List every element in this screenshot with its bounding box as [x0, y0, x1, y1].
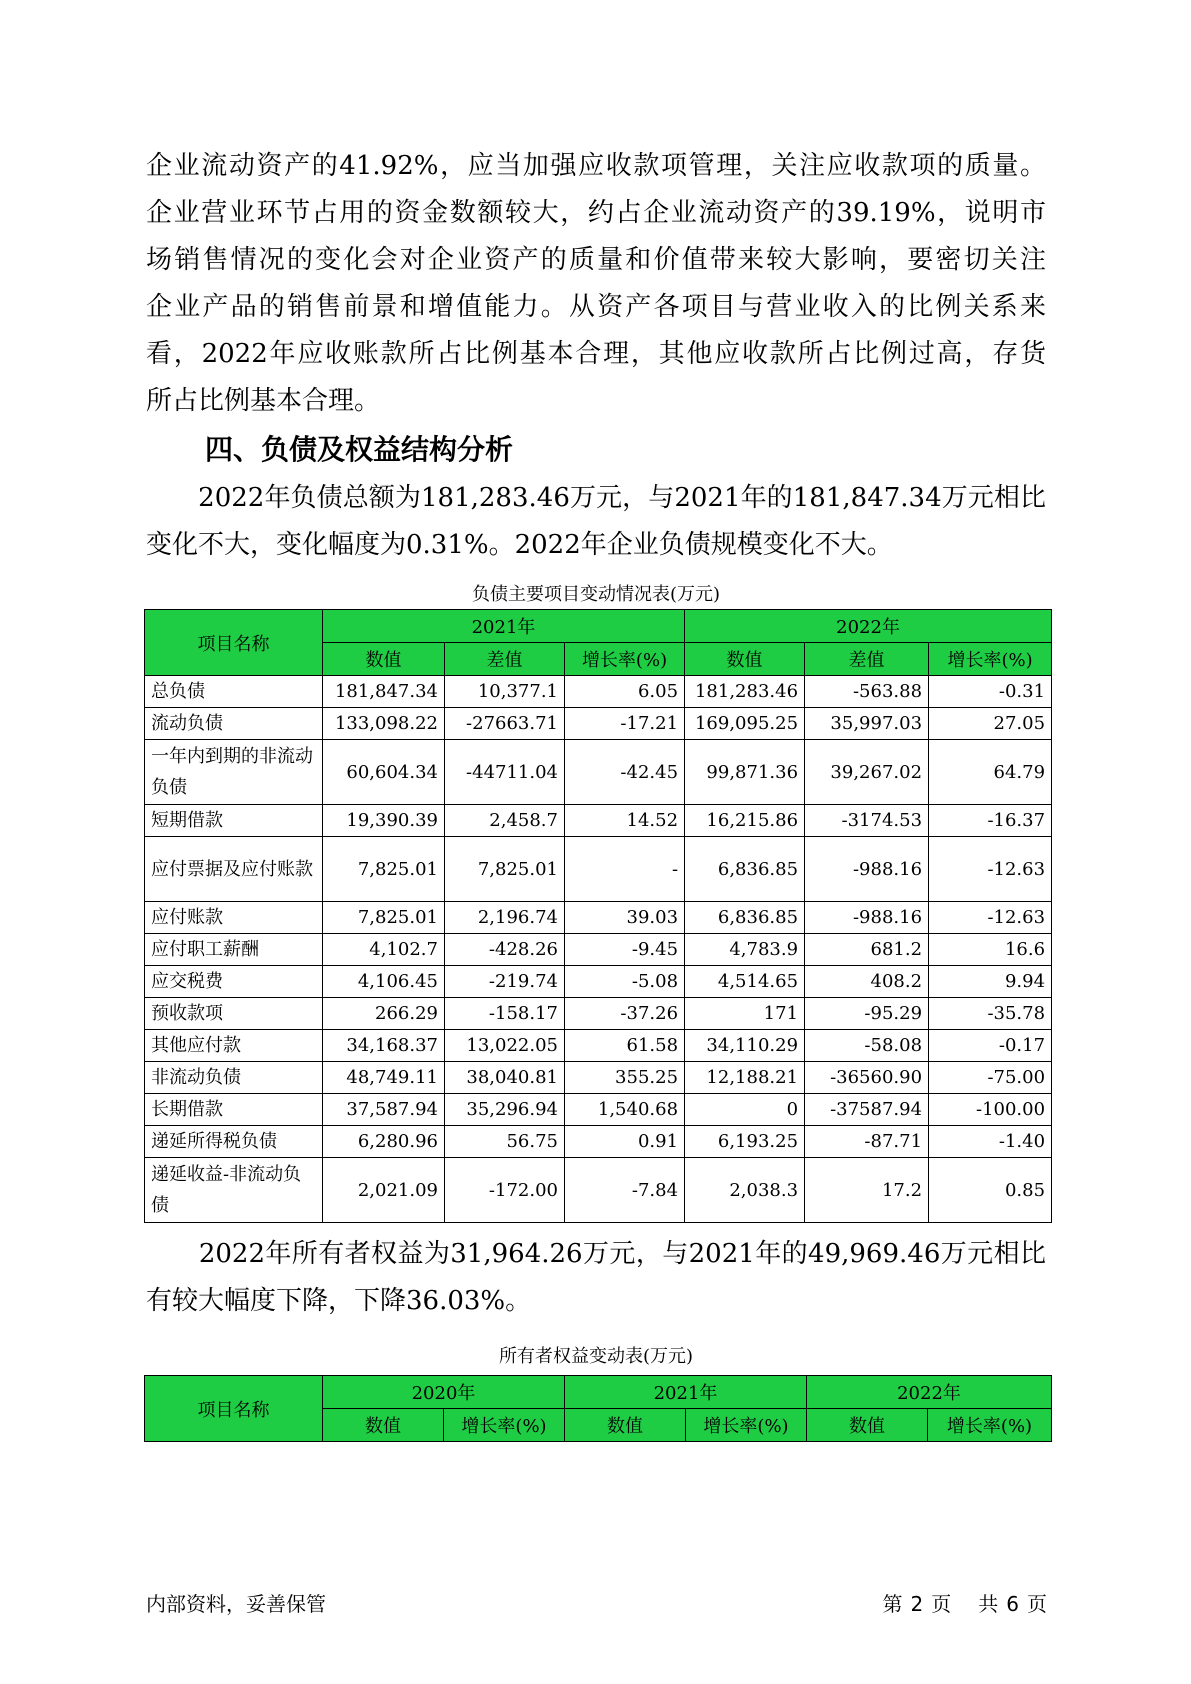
value-cell: 60,604.34: [323, 740, 445, 805]
equity-table: [144, 1375, 1052, 1442]
diff-cell: -563.88: [805, 676, 929, 708]
page-label: 页: [1027, 1592, 1047, 1616]
table-row: [145, 1094, 1052, 1126]
rate-cell: 355.25: [565, 1062, 685, 1094]
rate-cell: 27.05: [929, 708, 1052, 740]
rate-cell: 61.58: [565, 1030, 685, 1062]
value-cell: 6,836.85: [685, 902, 805, 934]
rate-cell: 0.85: [929, 1158, 1052, 1223]
diff-cell: -428.26: [445, 934, 565, 966]
rate-cell: 6.05: [565, 676, 685, 708]
liability-paragraph: [146, 475, 1046, 569]
table-row: [145, 1126, 1052, 1158]
table-row: [145, 998, 1052, 1030]
value-cell: 181,283.46: [685, 676, 805, 708]
rate-cell: -: [565, 837, 685, 902]
value-cell: 37,587.94: [323, 1094, 445, 1126]
diff-cell: 56.75: [445, 1126, 565, 1158]
table-row: [145, 902, 1052, 934]
diff-cell: 35,296.94: [445, 1094, 565, 1126]
value-cell: 169,095.25: [685, 708, 805, 740]
intro-paragraph: [146, 143, 1046, 425]
header-diff: 差值: [805, 643, 929, 676]
diff-cell: -988.16: [805, 902, 929, 934]
page-label: 共: [978, 1592, 999, 1616]
row-name-cell: 非流动负债: [145, 1062, 323, 1094]
diff-cell: 39,267.02: [805, 740, 929, 805]
value-cell: 2,038.3: [685, 1158, 805, 1223]
header-value: 数值: [685, 643, 805, 676]
value-cell: 4,106.45: [323, 966, 445, 998]
diff-cell: 17.2: [805, 1158, 929, 1223]
text-line: 2022年负债总额为181,283.46万元，与2021年的181,847.34万元相比: [146, 483, 1046, 513]
value-cell: 6,836.85: [685, 837, 805, 902]
rate-cell: -12.63: [929, 902, 1052, 934]
table-row: [145, 740, 1052, 805]
row-name-cell: 短期借款: [145, 805, 323, 837]
header-item: 项目名称: [145, 1376, 323, 1442]
header-year: 2021年: [565, 1376, 807, 1409]
table-row: [145, 966, 1052, 998]
text-line: 有较大幅度下降，下降36.03%。: [146, 1286, 532, 1316]
rate-cell: -7.84: [565, 1158, 685, 1223]
rate-cell: -42.45: [565, 740, 685, 805]
value-cell: 7,825.01: [323, 837, 445, 902]
header-diff: 差值: [445, 643, 565, 676]
row-name-cell: 应交税费: [145, 966, 323, 998]
value-cell: 2,021.09: [323, 1158, 445, 1223]
header-year: 2020年: [323, 1376, 565, 1409]
value-cell: 48,749.11: [323, 1062, 445, 1094]
row-name-cell: 应付账款: [145, 902, 323, 934]
rate-cell: 9.94: [929, 966, 1052, 998]
diff-cell: 2,196.74: [445, 902, 565, 934]
value-cell: 266.29: [323, 998, 445, 1030]
diff-cell: 681.2: [805, 934, 929, 966]
footer-note: 内部资料，妥善保管: [146, 1592, 326, 1616]
rate-cell: -37.26: [565, 998, 685, 1030]
diff-cell: -158.17: [445, 998, 565, 1030]
table-row: [145, 676, 1052, 708]
header-value: 数值: [807, 1409, 928, 1442]
rate-cell: -100.00: [929, 1094, 1052, 1126]
page-current: 2: [910, 1592, 924, 1616]
rate-cell: 0.91: [565, 1126, 685, 1158]
diff-cell: -27663.71: [445, 708, 565, 740]
section-heading: 四、负债及权益结构分析: [205, 433, 514, 466]
header-item: 项目名称: [145, 610, 323, 676]
table-row: [145, 708, 1052, 740]
value-cell: 99,871.36: [685, 740, 805, 805]
diff-cell: 10,377.1: [445, 676, 565, 708]
value-cell: 4,102.7: [323, 934, 445, 966]
value-cell: 6,280.96: [323, 1126, 445, 1158]
diff-cell: -172.00: [445, 1158, 565, 1223]
row-name-cell: 其他应付款: [145, 1030, 323, 1062]
header-year: 2021年: [323, 610, 685, 643]
text-line: 企业产品的销售前景和增值能力。从资产各项目与营业收入的比例关系来: [146, 292, 1046, 322]
rate-cell: 64.79: [929, 740, 1052, 805]
diff-cell: 408.2: [805, 966, 929, 998]
row-name-cell: 应付职工薪酬: [145, 934, 323, 966]
diff-cell: 38,040.81: [445, 1062, 565, 1094]
rate-cell: 39.03: [565, 902, 685, 934]
row-name-cell: 应付票据及应付账款: [145, 837, 323, 902]
rate-cell: -12.63: [929, 837, 1052, 902]
text-line: 场销售情况的变化会对企业资产的质量和价值带来较大影响，要密切关注: [146, 245, 1046, 275]
table-row: [145, 1030, 1052, 1062]
value-cell: 7,825.01: [323, 902, 445, 934]
diff-cell: -36560.90: [805, 1062, 929, 1094]
text-line: 企业营业环节占用的资金数额较大，约占企业流动资产的39.19%，说明市: [146, 198, 1046, 228]
diff-cell: -44711.04: [445, 740, 565, 805]
rate-cell: -9.45: [565, 934, 685, 966]
header-value: 数值: [323, 643, 445, 676]
table-row: [145, 1158, 1052, 1223]
rate-cell: -0.31: [929, 676, 1052, 708]
rate-cell: -1.40: [929, 1126, 1052, 1158]
page-label: 页: [931, 1592, 952, 1616]
diff-cell: -87.71: [805, 1126, 929, 1158]
table-header-row: [145, 610, 1052, 643]
value-cell: 133,098.22: [323, 708, 445, 740]
header-rate: 增长率(%): [928, 1409, 1052, 1442]
value-cell: 4,783.9: [685, 934, 805, 966]
value-cell: 6,193.25: [685, 1126, 805, 1158]
row-name-cell: 预收款项: [145, 998, 323, 1030]
text-line: 所占比例基本合理。: [146, 386, 381, 416]
diff-cell: 2,458.7: [445, 805, 565, 837]
value-cell: 19,390.39: [323, 805, 445, 837]
diff-cell: 13,022.05: [445, 1030, 565, 1062]
row-name-cell: 一年内到期的非流动负债: [145, 740, 323, 805]
diff-cell: 35,997.03: [805, 708, 929, 740]
value-cell: 181,847.34: [323, 676, 445, 708]
page-number: [878, 1588, 1051, 1617]
value-cell: 171: [685, 998, 805, 1030]
value-cell: 0: [685, 1094, 805, 1126]
header-rate: 增长率(%): [929, 643, 1052, 676]
diff-cell: -37587.94: [805, 1094, 929, 1126]
page-total: 6: [1006, 1592, 1019, 1616]
diff-cell: -988.16: [805, 837, 929, 902]
table-row: [145, 1062, 1052, 1094]
value-cell: 34,168.37: [323, 1030, 445, 1062]
diff-cell: 7,825.01: [445, 837, 565, 902]
value-cell: 4,514.65: [685, 966, 805, 998]
row-name-cell: 递延所得税负债: [145, 1126, 323, 1158]
table-header-row: [145, 1376, 1052, 1409]
header-rate: 增长率(%): [686, 1409, 807, 1442]
text-line: 看，2022年应收账款所占比例基本合理，其他应收款所占比例过高，存货: [146, 339, 1046, 369]
row-name-cell: 递延收益-非流动负债: [145, 1158, 323, 1223]
rate-cell: -75.00: [929, 1062, 1052, 1094]
equity-paragraph: [146, 1231, 1046, 1325]
text-line: 变化不大，变化幅度为0.31%。2022年企业负债规模变化不大。: [146, 530, 893, 560]
row-name-cell: 长期借款: [145, 1094, 323, 1126]
page-label: 第: [882, 1592, 903, 1616]
table-row: [145, 934, 1052, 966]
table-caption: 所有者权益变动表(万元): [498, 1346, 694, 1367]
value-cell: 34,110.29: [685, 1030, 805, 1062]
liability-table: [144, 609, 1052, 1223]
table-row: [145, 837, 1052, 902]
header-value: 数值: [323, 1409, 444, 1442]
header-rate: 增长率(%): [444, 1409, 565, 1442]
table-row: [145, 805, 1052, 837]
table-caption: 负债主要项目变动情况表(万元): [471, 584, 721, 605]
header-rate: 增长率(%): [565, 643, 685, 676]
header-year: 2022年: [685, 610, 1052, 643]
rate-cell: -5.08: [565, 966, 685, 998]
rate-cell: -35.78: [929, 998, 1052, 1030]
rate-cell: -17.21: [565, 708, 685, 740]
text-line: 2022年所有者权益为31,964.26万元，与2021年的49,969.46万元相比: [146, 1239, 1046, 1269]
value-cell: 16,215.86: [685, 805, 805, 837]
rate-cell: -16.37: [929, 805, 1052, 837]
row-name-cell: 总负债: [145, 676, 323, 708]
diff-cell: -58.08: [805, 1030, 929, 1062]
row-name-cell: 流动负债: [145, 708, 323, 740]
rate-cell: -0.17: [929, 1030, 1052, 1062]
rate-cell: 1,540.68: [565, 1094, 685, 1126]
diff-cell: -3174.53: [805, 805, 929, 837]
header-value: 数值: [565, 1409, 686, 1442]
rate-cell: 14.52: [565, 805, 685, 837]
diff-cell: -219.74: [445, 966, 565, 998]
text-line: 企业流动资产的41.92%，应当加强应收款项管理，关注应收款项的质量。: [146, 151, 1046, 181]
value-cell: 12,188.21: [685, 1062, 805, 1094]
rate-cell: 16.6: [929, 934, 1052, 966]
diff-cell: -95.29: [805, 998, 929, 1030]
header-year: 2022年: [807, 1376, 1052, 1409]
